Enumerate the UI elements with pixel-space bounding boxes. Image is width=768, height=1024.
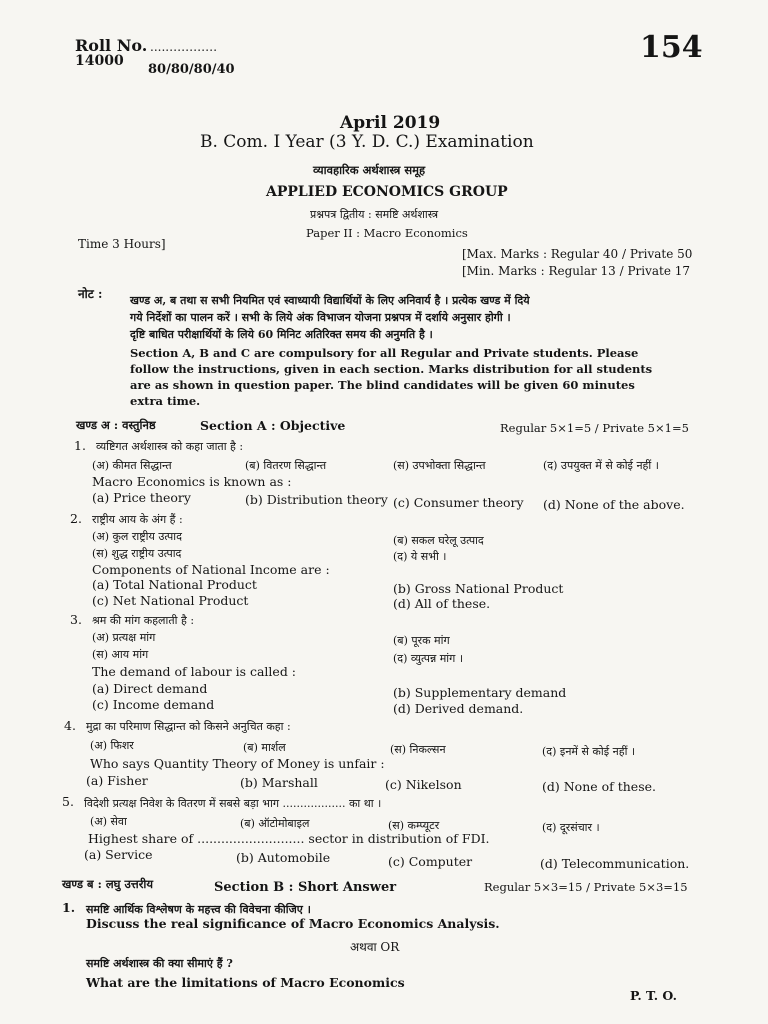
- q3-hindi-option-c: (स) आय मांग: [92, 648, 149, 661]
- q4-option-c: (c) Nikelson: [385, 777, 462, 792]
- q4-hindi-option-d: (द) इनमें से कोई नहीं ।: [542, 745, 636, 758]
- roll-no-dots: .....…………: [150, 40, 218, 54]
- q4-hindi-option-c: (स) निकल्सन: [390, 743, 446, 756]
- or-separator: अथवा OR: [350, 940, 400, 954]
- note-english-line-2: follow the instructions, given in each section. Marks distribution for all students: [130, 362, 653, 376]
- paper-english: Paper II : Macro Economics: [306, 226, 468, 240]
- q1-option-d: (d) None of the above.: [543, 497, 685, 512]
- q3-option-c: (c) Income demand: [92, 697, 215, 712]
- marks-code: 80/80/80/40: [148, 62, 235, 77]
- q4-hindi-option-b: (ब) मार्शल: [243, 741, 286, 754]
- q5-option-a: (a) Service: [84, 847, 153, 862]
- question-2-hindi: राष्ट्रीय आय के अंग हैं :: [92, 513, 183, 526]
- question-1-hindi: व्यष्टिगत अर्थशास्त्र को कहा जाता है :: [96, 440, 244, 453]
- roll-no-label: Roll No.: [75, 36, 148, 55]
- q5-hindi-option-a: (अ) सेवा: [90, 815, 127, 828]
- paper-code: 14000: [75, 53, 124, 69]
- section-b-question-1-alt-hindi: समष्टि अर्थशास्त्र की क्या सीमाएं हैं ?: [86, 957, 233, 970]
- q1-option-a: (a) Price theory: [92, 490, 191, 505]
- q3-option-b: (b) Supplementary demand: [393, 685, 567, 700]
- question-3-english: The demand of labour is called :: [92, 664, 297, 679]
- note-english-line-4: extra time.: [130, 394, 201, 408]
- q2-option-d: (d) All of these.: [393, 596, 491, 611]
- q4-hindi-option-a: (अ) फिशर: [90, 739, 134, 752]
- paper-number: 154: [640, 30, 703, 65]
- note-hindi-line-1: खण्ड अ, ब तथा स सभी नियमित एवं स्वाध्यायी विद्यार्थियों के लिए अनिवार्य है । प्रत्येक खण्ड में दिये: [130, 294, 530, 307]
- q4-option-d: (d) None of these.: [542, 779, 656, 794]
- q1-option-c: (c) Consumer theory: [393, 495, 524, 510]
- q1-hindi-option-d: (द) उपयुक्त में से कोई नहीं ।: [543, 459, 659, 472]
- q4-option-b: (b) Marshall: [240, 775, 318, 790]
- q2-option-c: (c) Net National Product: [92, 593, 249, 608]
- q5-option-d: (d) Telecommunication.: [540, 856, 690, 871]
- q3-option-d: (d) Derived demand.: [393, 701, 524, 716]
- q5-option-b: (b) Automobile: [236, 850, 331, 865]
- q3-hindi-option-a: (अ) प्रत्यक्ष मांग: [92, 631, 156, 644]
- question-5-number: 5.: [62, 794, 74, 809]
- q2-hindi-option-c: (स) शुद्ध राष्ट्रीय उत्पाद: [92, 547, 182, 560]
- question-2-number: 2.: [70, 511, 82, 526]
- question-3-number: 3.: [70, 612, 82, 627]
- section-a-marks: Regular 5×1=5 / Private 5×1=5: [500, 421, 689, 435]
- exam-date: April 2019: [340, 113, 441, 133]
- q1-hindi-option-c: (स) उपभोक्ता सिद्धान्त: [393, 459, 486, 472]
- note-hindi-line-3: दृष्टि बाधित परीक्षार्थियों के लिये 60 मिनिट अतिरिक्त समय की अनुमति है ।: [130, 328, 433, 341]
- section-a-hindi: खण्ड अ : वस्तुनिष्ठ: [76, 418, 156, 432]
- q2-option-b: (b) Gross National Product: [393, 581, 564, 596]
- section-b-question-1-english: Discuss the real significance of Macro Economics Analysis.: [86, 916, 500, 931]
- please-turn-over: P. T. O.: [630, 988, 677, 1003]
- q2-hindi-option-d: (द) ये सभी ।: [393, 550, 447, 563]
- section-a-title: Section A : Objective: [200, 418, 346, 433]
- exam-title: B. Com. I Year (3 Y. D. C.) Examination: [200, 132, 534, 152]
- note-hindi-line-2: गये निर्देशों का पालन करें । सभी के लिये अंक विभाजन योजना प्रश्नपत्र में दर्शाये अनुसार होगी ।: [130, 311, 511, 324]
- section-b-question-1-alt-english: What are the limitations of Macro Economics: [86, 975, 405, 990]
- note-english-line-1: Section A, B and C are compulsory for all Regular and Private students. Please: [130, 346, 639, 360]
- q2-hindi-option-b: (ब) सकल घरेलू उत्पाद: [393, 534, 484, 547]
- question-4-hindi: मुद्रा का परिमाण सिद्धान्त को किसने अनुचित कहा :: [86, 720, 291, 733]
- q3-hindi-option-b: (ब) पूरक मांग: [393, 634, 450, 647]
- time-allowed: Time 3 Hours]: [78, 237, 166, 251]
- q4-option-a: (a) Fisher: [86, 773, 148, 788]
- q2-option-a: (a) Total National Product: [92, 577, 257, 592]
- min-marks: [Min. Marks : Regular 13 / Private 17: [462, 264, 691, 278]
- question-4-number: 4.: [64, 718, 76, 733]
- q1-hindi-option-b: (ब) वितरण सिद्धान्त: [245, 459, 327, 472]
- section-b-question-1-number: 1.: [62, 900, 76, 915]
- group-hindi: व्यावहारिक अर्थशास्त्र समूह: [313, 163, 426, 177]
- question-4-english: Who says Quantity Theory of Money is unfair :: [90, 756, 385, 771]
- q3-option-a: (a) Direct demand: [92, 681, 208, 696]
- question-5-english: Highest share of ........................... sector in distribution of FDI.: [88, 831, 490, 846]
- note-english-line-3: are as shown in question paper. The blind candidates will be given 60 minutes: [130, 378, 635, 392]
- section-b-question-1-hindi: समष्टि आर्थिक विश्लेषण के महत्त्व की विवेचना कीजिए ।: [86, 903, 311, 916]
- question-1-english: Macro Economics is known as :: [92, 474, 292, 489]
- question-1-number: 1.: [74, 438, 86, 453]
- question-5-hindi: विदेशी प्रत्यक्ष निवेश के वितरण में सबसे बड़ा भाग .................. का था ।: [84, 797, 382, 810]
- q1-hindi-option-a: (अ) कीमत सिद्धान्त: [92, 459, 172, 472]
- q5-hindi-option-c: (स) कम्प्यूटर: [388, 819, 440, 832]
- section-b-title: Section B : Short Answer: [214, 880, 397, 895]
- q5-hindi-option-b: (ब) ऑटोमोबाइल: [240, 817, 310, 830]
- max-marks: [Max. Marks : Regular 40 / Private 50: [462, 247, 693, 261]
- note-label: नोट :: [78, 287, 103, 301]
- q1-option-b: (b) Distribution theory: [245, 492, 388, 507]
- section-b-marks: Regular 5×3=15 / Private 5×3=15: [484, 880, 688, 894]
- q2-hindi-option-a: (अ) कुल राष्ट्रीय उत्पाद: [92, 530, 182, 543]
- section-b-hindi: खण्ड ब : लघु उत्तरीय: [62, 877, 154, 891]
- q5-option-c: (c) Computer: [388, 854, 473, 869]
- question-2-english: Components of National Income are :: [92, 562, 330, 577]
- question-3-hindi: श्रम की मांग कहलाती है :: [92, 614, 195, 627]
- group-english: APPLIED ECONOMICS GROUP: [266, 184, 508, 200]
- q5-hindi-option-d: (द) दूरसंचार ।: [542, 821, 600, 834]
- q3-hindi-option-d: (द) व्युत्पन्न मांग ।: [393, 652, 464, 665]
- paper-hindi: प्रश्नपत्र द्वितीय : समष्टि अर्थशास्त्र: [310, 208, 439, 221]
